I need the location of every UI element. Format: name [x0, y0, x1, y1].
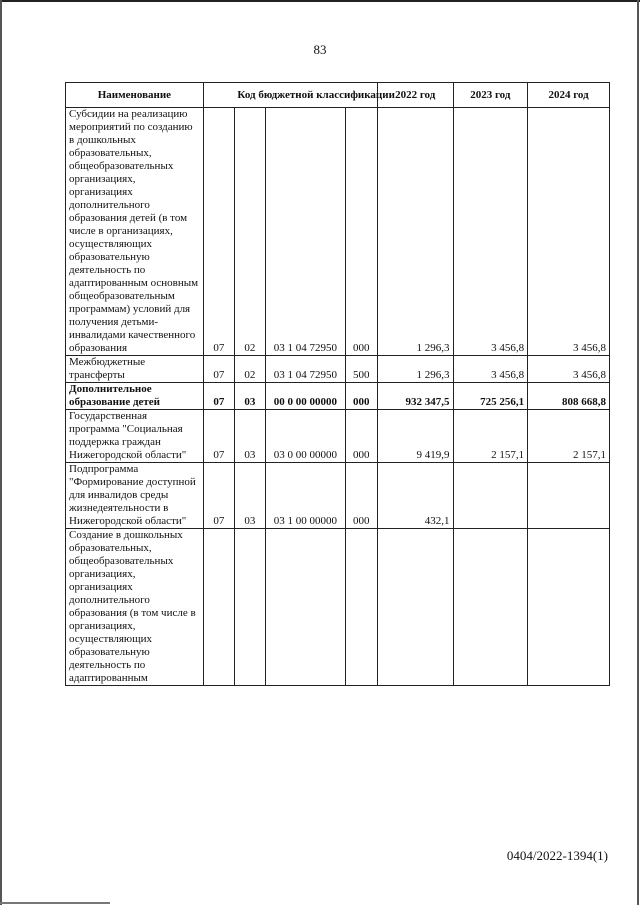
row-2024: [528, 529, 610, 686]
table-row: [66, 383, 610, 410]
row-section: 07: [203, 383, 234, 410]
row-name: Дополнительное образование детей: [66, 383, 204, 410]
row-expense-type: [345, 529, 377, 686]
row-subsection: 03: [234, 410, 265, 463]
header-name: Наименование: [66, 83, 204, 108]
row-section: 07: [203, 108, 234, 356]
row-expense-type: 000: [345, 383, 377, 410]
row-2024: 808 668,8: [528, 383, 610, 410]
row-section: [203, 529, 234, 686]
scan-edge-right: [637, 0, 639, 905]
table-row: [66, 529, 610, 686]
row-2023: 2 157,1: [453, 410, 528, 463]
row-target-article: 03 1 04 72950: [265, 356, 345, 383]
row-section: 07: [203, 410, 234, 463]
budget-table: [65, 82, 610, 686]
row-2023: 3 456,8: [453, 108, 528, 356]
page-number: 83: [313, 42, 327, 57]
row-2023: 725 256,1: [453, 383, 528, 410]
row-2022: 1 296,3: [377, 108, 453, 356]
row-target-article: 03 1 00 00000: [265, 463, 345, 529]
row-2023: [453, 463, 528, 529]
row-name: Подпрограмма "Формирование доступной для инвалидов среды жизнедеятельности в Нижегородской области": [66, 463, 204, 529]
header-2024: 2024 год: [528, 83, 610, 108]
row-2024: 2 157,1: [528, 410, 610, 463]
row-2022: [377, 529, 453, 686]
row-name: Создание в дошкольных образовательных, общеобразовательных организациях, организациях дополнительного образования (в том числе в организациях, осуществляющих образовательную деятельность по адаптированным: [66, 529, 204, 686]
table-row: [66, 356, 610, 383]
row-subsection: [234, 529, 265, 686]
table-row: [66, 108, 610, 356]
row-target-article: 00 0 00 00000: [265, 383, 345, 410]
table-row: [66, 463, 610, 529]
row-2022: 932 347,5: [377, 383, 453, 410]
row-2024: [528, 463, 610, 529]
scan-edge-left: [0, 0, 2, 905]
row-section: 07: [203, 463, 234, 529]
table-header-row: [66, 83, 610, 108]
header-code-left: [203, 83, 234, 108]
document-number: 0404/2022-1394(1): [506, 848, 608, 863]
header-code: Код бюджетной классификации: [234, 83, 345, 108]
header-2023: 2023 год: [453, 83, 528, 108]
row-2022: 1 296,3: [377, 356, 453, 383]
row-target-article: 03 1 04 72950: [265, 108, 345, 356]
row-subsection: 02: [234, 108, 265, 356]
header-2022: 2022 год: [377, 83, 453, 108]
row-subsection: 03: [234, 463, 265, 529]
row-name: Межбюджетные трансферты: [66, 356, 204, 383]
row-2024: 3 456,8: [528, 108, 610, 356]
row-expense-type: 000: [345, 410, 377, 463]
row-2023: 3 456,8: [453, 356, 528, 383]
row-2022: 9 419,9: [377, 410, 453, 463]
row-name: Субсидии на реализацию мероприятий по созданию в дошкольных образовательных, общеобразовательных организациях, организациях дополнительного образования детей (в том числе в организациях, осуществляющих образовательную деятельность по адаптированным основным общеобразовательным программам) условий для получения детьми-инвалидами качественного образования: [66, 108, 204, 356]
row-expense-type: 000: [345, 108, 377, 356]
row-target-article: 03 0 00 00000: [265, 410, 345, 463]
row-expense-type: 000: [345, 463, 377, 529]
row-2024: 3 456,8: [528, 356, 610, 383]
row-2023: [453, 529, 528, 686]
row-section: 07: [203, 356, 234, 383]
scan-edge-bottom: [0, 902, 110, 904]
row-subsection: 03: [234, 383, 265, 410]
row-target-article: [265, 529, 345, 686]
row-subsection: 02: [234, 356, 265, 383]
row-expense-type: 500: [345, 356, 377, 383]
row-2022: 432,1: [377, 463, 453, 529]
scan-edge-top: [0, 0, 640, 2]
table-row: [66, 410, 610, 463]
row-name: Государственная программа "Социальная поддержка граждан Нижегородской области": [66, 410, 204, 463]
